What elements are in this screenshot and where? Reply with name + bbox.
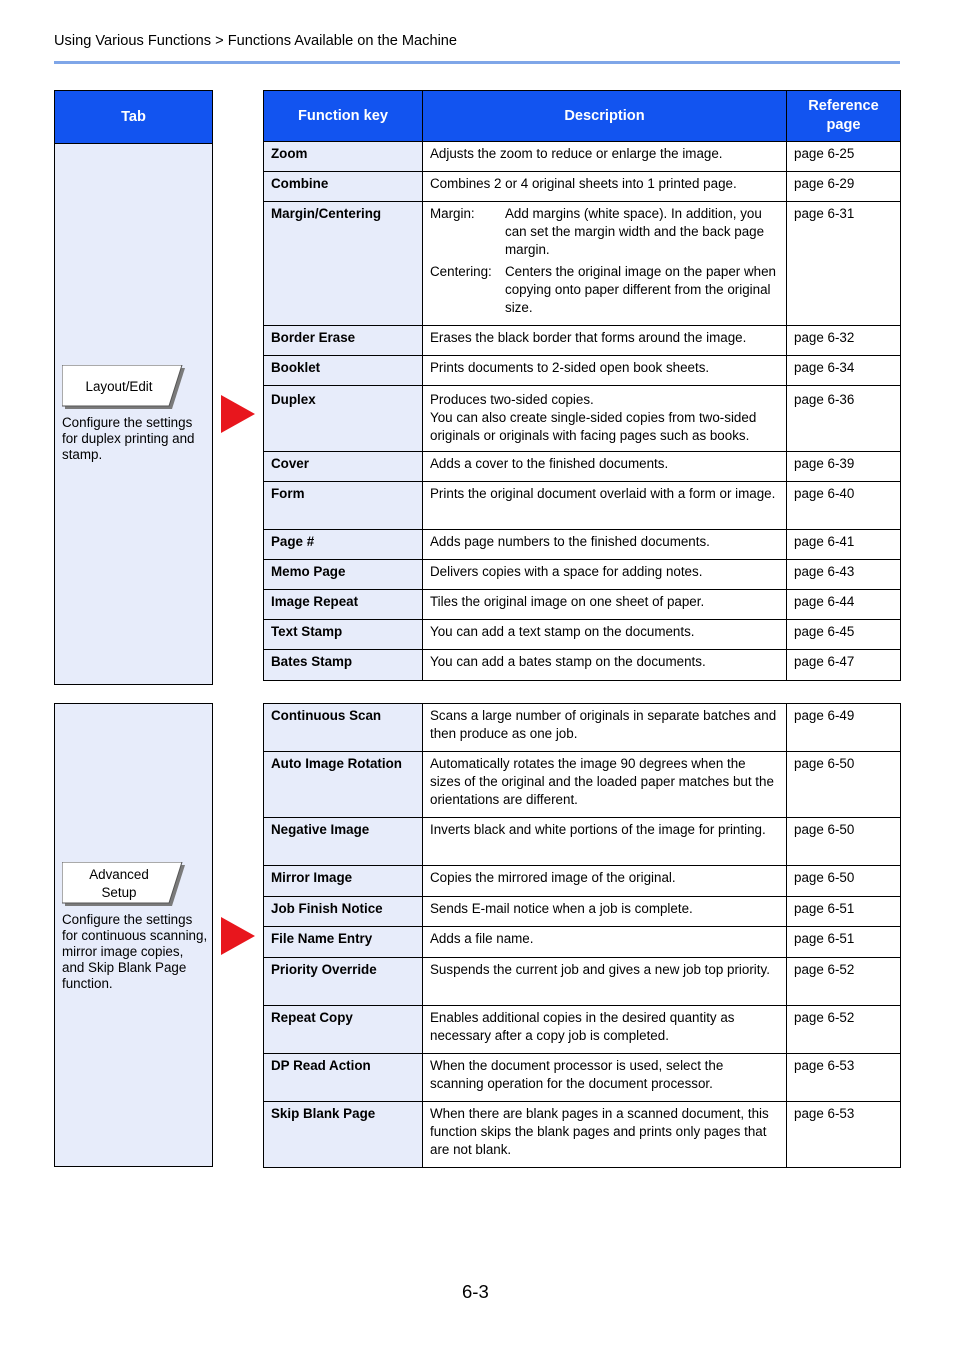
reference-page-link[interactable]: page 6-52	[787, 958, 901, 1006]
function-key: Priority Override	[264, 958, 423, 1006]
function-table-layout-edit	[263, 90, 901, 681]
table-row	[264, 482, 901, 530]
table-row	[264, 1102, 901, 1168]
reference-page-link[interactable]: page 6-34	[787, 356, 901, 386]
function-description: Scans a large number of originals in separate batches and then produce as one job.	[423, 704, 787, 752]
function-description	[423, 202, 787, 326]
reference-page-link[interactable]: page 6-45	[787, 620, 901, 650]
reference-page-link[interactable]: page 6-49	[787, 704, 901, 752]
reference-page-link[interactable]: page 6-32	[787, 326, 901, 356]
tab-column-advanced-setup	[54, 703, 213, 1167]
breadcrumb: Using Various Functions > Functions Available on the Machine	[54, 33, 458, 49]
centering-subitem	[430, 263, 779, 317]
reference-page-link[interactable]: page 6-47	[787, 650, 901, 681]
function-key-header: Function key	[264, 91, 423, 142]
table-row	[264, 560, 901, 590]
table-row	[264, 927, 901, 958]
table-row	[264, 620, 901, 650]
function-description: Erases the black border that forms around the image.	[423, 326, 787, 356]
function-key: Cover	[264, 452, 423, 482]
function-description: You can add a text stamp on the documents.	[423, 620, 787, 650]
table-row	[264, 958, 901, 1006]
table-row	[264, 386, 901, 452]
function-table-advanced-setup	[263, 703, 901, 1168]
function-description: Tiles the original image on one sheet of paper.	[423, 590, 787, 620]
layout-edit-tab-button[interactable]	[62, 365, 185, 409]
function-description: Delivers copies with a space for adding notes.	[423, 560, 787, 590]
tab-button-label: Layout/Edit	[85, 379, 153, 394]
advanced-setup-tab-button[interactable]	[62, 862, 185, 906]
table-row	[264, 356, 901, 386]
reference-page-link[interactable]: page 6-50	[787, 866, 901, 897]
function-description: When there are blank pages in a scanned document, this function skips the blank pages and prints only pages that are not blank.	[423, 1102, 787, 1168]
table-row	[264, 818, 901, 866]
function-key: Skip Blank Page	[264, 1102, 423, 1168]
tab-description: Configure the settings for duplex printing and stamp.	[62, 415, 195, 462]
reference-page-link[interactable]: page 6-53	[787, 1054, 901, 1102]
reference-page-link[interactable]: page 6-36	[787, 386, 901, 452]
subitem-text: Centers the original image on the paper when copying onto paper different from the original size.	[505, 264, 776, 315]
table-row	[264, 866, 901, 897]
reference-page-link[interactable]: page 6-50	[787, 752, 901, 818]
margin-subitem	[430, 205, 779, 259]
function-key: Zoom	[264, 142, 423, 172]
function-description: Suspends the current job and gives a new job top priority.	[423, 958, 787, 1006]
function-key: Memo Page	[264, 560, 423, 590]
reference-page-link[interactable]: page 6-31	[787, 202, 901, 326]
tab-button-label	[62, 862, 176, 906]
function-key: Bates Stamp	[264, 650, 423, 681]
table-row	[264, 202, 901, 326]
description-line: You can also create single-sided copies from two-sided originals or originals with facing pages such as books.	[430, 410, 757, 443]
table-row	[264, 530, 901, 560]
function-key: Duplex	[264, 386, 423, 452]
table-row	[264, 650, 901, 681]
reference-page-link[interactable]: page 6-50	[787, 818, 901, 866]
tab-button-label-line: Advanced	[89, 867, 149, 882]
function-description: Prints the original document overlaid with a form or image.	[423, 482, 787, 530]
table-row	[264, 172, 901, 202]
subitem-label: Margin:	[430, 206, 475, 221]
function-key: Mirror Image	[264, 866, 423, 897]
function-description	[423, 386, 787, 452]
function-key: Combine	[264, 172, 423, 202]
function-key: Repeat Copy	[264, 1006, 423, 1054]
function-description: When the document processor is used, select the scanning operation for the document processor.	[423, 1054, 787, 1102]
reference-page-link[interactable]: page 6-51	[787, 897, 901, 927]
function-description: Automatically rotates the image 90 degrees when the sizes of the original and the loaded paper matches but the orientations are different.	[423, 752, 787, 818]
function-key: Text Stamp	[264, 620, 423, 650]
function-description: Prints documents to 2-sided open book sheets.	[423, 356, 787, 386]
function-key: Page #	[264, 530, 423, 560]
function-description: Combines 2 or 4 original sheets into 1 printed page.	[423, 172, 787, 202]
function-description: Inverts black and white portions of the image for printing.	[423, 818, 787, 866]
reference-page-link[interactable]: page 6-39	[787, 452, 901, 482]
function-key: Form	[264, 482, 423, 530]
pointer-arrow-icon	[221, 917, 255, 955]
function-key: Job Finish Notice	[264, 897, 423, 927]
reference-page-header: Reference page	[787, 91, 901, 142]
tab-description: Configure the settings for continuous scanning, mirror image copies, and Skip Blank Page function.	[62, 912, 208, 991]
table-row	[264, 1006, 901, 1054]
function-key: Negative Image	[264, 818, 423, 866]
subitem-label: Centering:	[430, 264, 492, 279]
subitem-text: Add margins (white space). In addition, you can set the margin width and the back page margin.	[505, 206, 765, 257]
function-key: Image Repeat	[264, 590, 423, 620]
function-key: Margin/Centering	[264, 202, 423, 326]
reference-page-link[interactable]: page 6-51	[787, 927, 901, 958]
reference-page-link[interactable]: page 6-44	[787, 590, 901, 620]
function-key: Auto Image Rotation	[264, 752, 423, 818]
function-key: Border Erase	[264, 326, 423, 356]
tab-button-label-line: Setup	[101, 885, 137, 900]
function-description: Enables additional copies in the desired quantity as necessary after a copy job is completed.	[423, 1006, 787, 1054]
table-row	[264, 897, 901, 927]
function-key: Booklet	[264, 356, 423, 386]
function-key: File Name Entry	[264, 927, 423, 958]
tab-column-header: Tab	[55, 91, 212, 144]
table-row	[264, 326, 901, 356]
function-description: Adds a cover to the finished documents.	[423, 452, 787, 482]
reference-page-link[interactable]: page 6-43	[787, 560, 901, 590]
table-row	[264, 752, 901, 818]
page-number: 6-3	[462, 1281, 489, 1302]
table-header-row	[264, 91, 901, 142]
table-row	[264, 704, 901, 752]
tab-column-layout-edit	[54, 90, 213, 685]
function-description: Adds a file name.	[423, 927, 787, 958]
function-key: DP Read Action	[264, 1054, 423, 1102]
reference-page-link[interactable]: page 6-29	[787, 172, 901, 202]
function-description: You can add a bates stamp on the documents.	[423, 650, 787, 681]
reference-page-link[interactable]: page 6-52	[787, 1006, 901, 1054]
function-description: Copies the mirrored image of the original.	[423, 866, 787, 897]
table-row	[264, 142, 901, 172]
reference-page-link[interactable]: page 6-53	[787, 1102, 901, 1168]
table-row	[264, 1054, 901, 1102]
description-line: Produces two-sided copies.	[430, 392, 594, 407]
header-rule	[54, 61, 900, 64]
reference-page-link[interactable]: page 6-25	[787, 142, 901, 172]
description-header: Description	[423, 91, 787, 142]
table-row	[264, 590, 901, 620]
table-row	[264, 452, 901, 482]
pointer-arrow-icon	[221, 395, 255, 433]
reference-page-link[interactable]: page 6-41	[787, 530, 901, 560]
reference-page-link[interactable]: page 6-40	[787, 482, 901, 530]
function-description: Adds page numbers to the finished documents.	[423, 530, 787, 560]
function-description: Sends E-mail notice when a job is complete.	[423, 897, 787, 927]
function-key: Continuous Scan	[264, 704, 423, 752]
function-description: Adjusts the zoom to reduce or enlarge the image.	[423, 142, 787, 172]
